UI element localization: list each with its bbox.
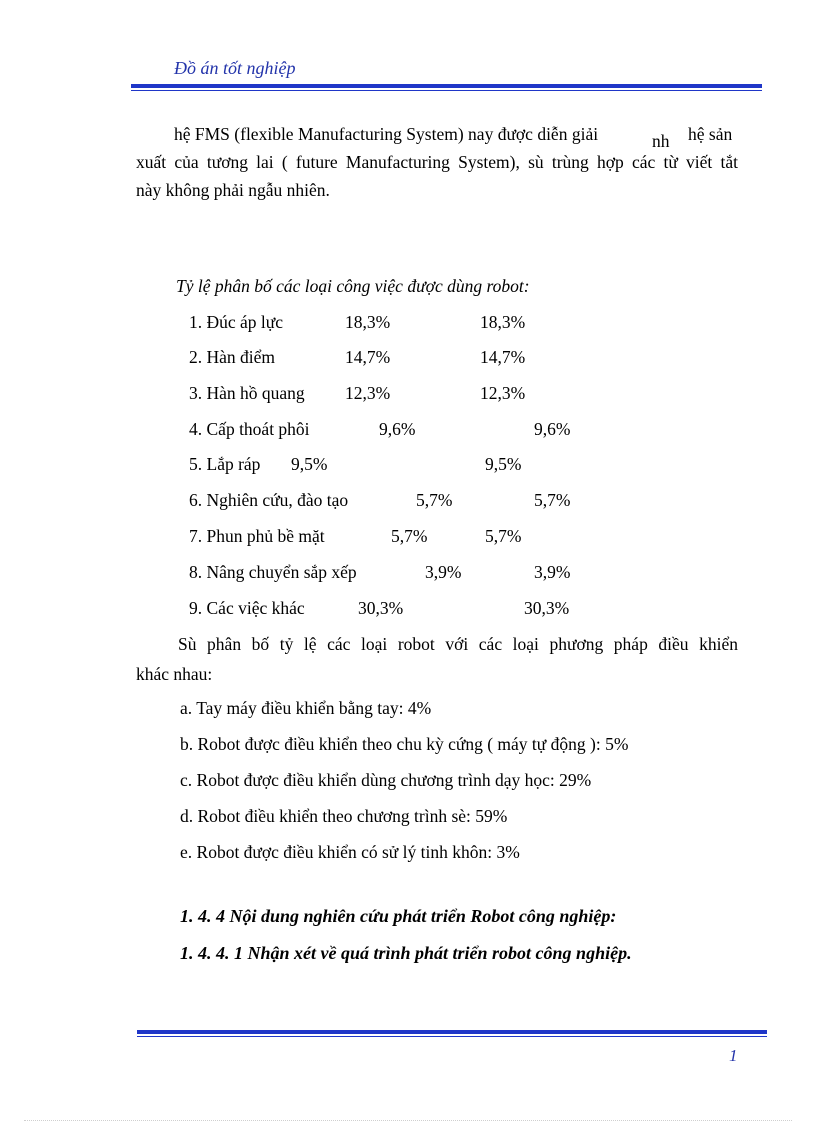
list-item-label: 3. Hàn hồ quang <box>189 383 305 403</box>
list-item-value-2: 14,7% <box>480 347 526 367</box>
methods-intro-line-1: Sù phân bố tỷ lệ các loại robot với các loại phương pháp điều khiển <box>178 634 738 654</box>
list-item-label: 4. Cấp thoát phôi <box>189 419 310 439</box>
list-item-value: 5,7% <box>391 526 428 546</box>
list-item: e. Robot được điều khiển có sử lý tinh khôn: 3% <box>180 842 520 862</box>
list-item-value: 9,5% <box>291 454 328 474</box>
section-heading: 1. 4. 4 Nội dung nghiên cứu phát triển Robot công nghiệp: <box>180 906 617 926</box>
list-item-value-2: 5,7% <box>534 490 571 510</box>
list-item: a. Tay máy điều khiển bằng tay: 4% <box>180 698 432 718</box>
footer-rule-thin <box>137 1036 767 1037</box>
header-rule-thin <box>131 90 762 91</box>
list-item-value: 9,6% <box>379 419 416 439</box>
list-item-value-2: 3,9% <box>534 562 571 582</box>
header-rule <box>131 84 762 88</box>
page-number: 1 <box>729 1046 738 1065</box>
list-item-value-2: 9,5% <box>485 454 522 474</box>
list-item-value-2: 18,3% <box>480 312 526 332</box>
methods-intro-line-2: khác nhau: <box>136 664 213 684</box>
list-item-label: 9. Các việc khác <box>189 598 305 618</box>
list-item-value: 12,3% <box>345 383 391 403</box>
intro-line-1b: hệ sản <box>688 124 733 144</box>
list-item: b. Robot được điều khiển theo chu kỳ cứng ( máy tự động ): 5% <box>180 734 629 754</box>
page-bottom-divider <box>24 1120 792 1121</box>
list-item-label: 8. Nâng chuyển sắp xếp <box>189 562 357 582</box>
list-item-value: 14,7% <box>345 347 391 367</box>
list-item: d. Robot điều khiển theo chương trình sè: 59% <box>180 806 508 826</box>
intro-line-2: xuất của tương lai ( future Manufacturing System), sù trùng hợp các từ viết tắt <box>136 152 738 172</box>
intro-line-1-nh: nh <box>652 131 670 151</box>
list-item-label: 5. Lắp ráp <box>189 454 261 474</box>
list-item-label: 2. Hàn điểm <box>189 347 276 367</box>
list-item-value-2: 30,3% <box>524 598 570 618</box>
list-item-value: 5,7% <box>416 490 453 510</box>
intro-line-3: này không phải ngẫu nhiên. <box>136 180 330 200</box>
list-item-value-2: 5,7% <box>485 526 522 546</box>
list-item-value: 3,9% <box>425 562 462 582</box>
subsection-heading: 1. 4. 4. 1 Nhận xét về quá trình phát triển robot công nghiệp. <box>180 943 632 963</box>
list-item-label: 1. Đúc áp lực <box>189 312 284 332</box>
list-item-value: 30,3% <box>358 598 404 618</box>
footer-rule <box>137 1030 767 1034</box>
header-title: Đồ án tốt nghiệp <box>174 58 296 78</box>
list-item-value-2: 12,3% <box>480 383 526 403</box>
list-item: c. Robot được điều khiển dùng chương trình dạy học: 29% <box>180 770 592 790</box>
list-item-label: 6. Nghiên cứu, đào tạo <box>189 490 349 510</box>
list-item-label: 7. Phun phủ bề mặt <box>189 526 325 546</box>
distribution-title: Tỷ lệ phân bố các loại công việc được dùng robot: <box>176 276 530 296</box>
list-item-value: 18,3% <box>345 312 391 332</box>
intro-line-1a: hệ FMS (flexible Manufacturing System) nay được diễn giải <box>174 124 599 144</box>
list-item-value-2: 9,6% <box>534 419 571 439</box>
